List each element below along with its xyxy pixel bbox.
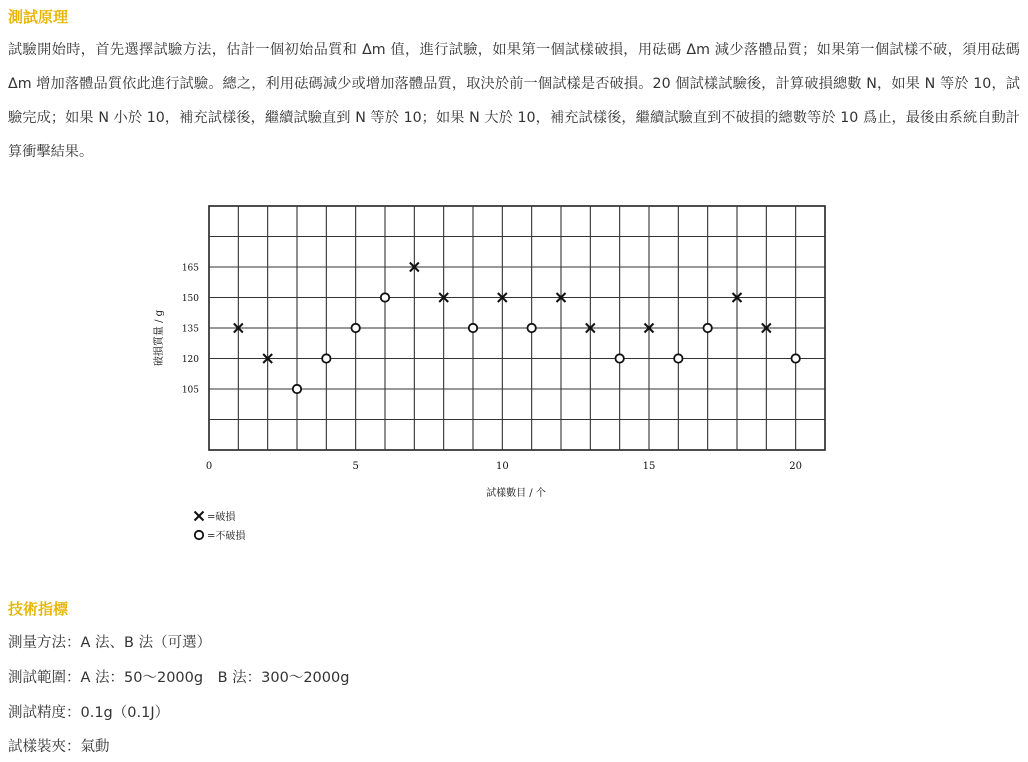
spec-item: 試樣裝夾：氣動 [8,739,110,755]
chart-y-axis-label: 破損質量 / g [154,309,165,367]
x-tick-label: 10 [495,461,509,472]
legend-marker-broken [195,512,204,521]
legend-label: =不破損 [207,531,246,542]
y-tick-label: 105 [181,385,199,396]
x-tick-label: 5 [352,461,359,472]
point-not-broken [615,354,623,362]
chart-grid [209,206,825,450]
point-not-broken [674,354,682,362]
y-tick-label: 150 [181,294,199,304]
spec-item: 測試範圍：A 法：50～2000g B 法：300～2000g [8,670,350,686]
legend-marker-not-broken [195,531,203,539]
x-tick-label: 0 [205,461,213,472]
spec-item: 測量方法：A 法、B 法（可選） [8,635,212,651]
point-not-broken [293,385,301,393]
point-not-broken [322,354,330,362]
chart-legend [195,510,246,542]
chart-x-axis-label: 試樣數目 / 个 [486,488,546,499]
y-tick-label: 120 [181,355,199,365]
point-not-broken [527,324,535,332]
point-not-broken [351,324,359,332]
legend-label: =破損 [207,512,236,523]
test-principle-paragraph: 試驗開始時，首先選擇試驗方法，估計一個初始品質和 Δm 值，進行試驗，如果第一個試樣破損，用砝碼 Δm 減少落體品質；如果第一個試樣不破，須用砝碼 Δm 增加落體品質依此進行試驗。總之，利用砝碼減少或增加落體品質，取決於前一個試樣是否破損。20 個試樣試驗後，計算破損總數 N，如果 N 等於 10，試驗完成；如果 N 小於 10，補充試樣後，繼續試驗直到 N 等於 10；如果 N 大於 10，補充試樣後，繼續試驗直到不破損的總數等於 10 爲止，最後由系統自動計算衝擊結果。 [8,42,1020,160]
x-tick-label: 15 [642,461,656,472]
section-heading-tech-specs: 技術指標 [8,600,69,618]
y-tick-label: 165 [181,263,199,274]
x-tick-label: 20 [789,461,803,472]
point-not-broken [791,354,799,362]
chart-tick-labels [182,264,802,473]
point-not-broken [469,324,477,332]
staircase-chart [140,190,840,560]
section-heading-test-principle: 測試原理 [8,8,69,26]
point-not-broken [381,293,389,301]
spec-item: 測試精度：0.1g（0.1J） [8,705,170,721]
point-not-broken [703,324,711,332]
y-tick-label: 135 [181,324,199,335]
